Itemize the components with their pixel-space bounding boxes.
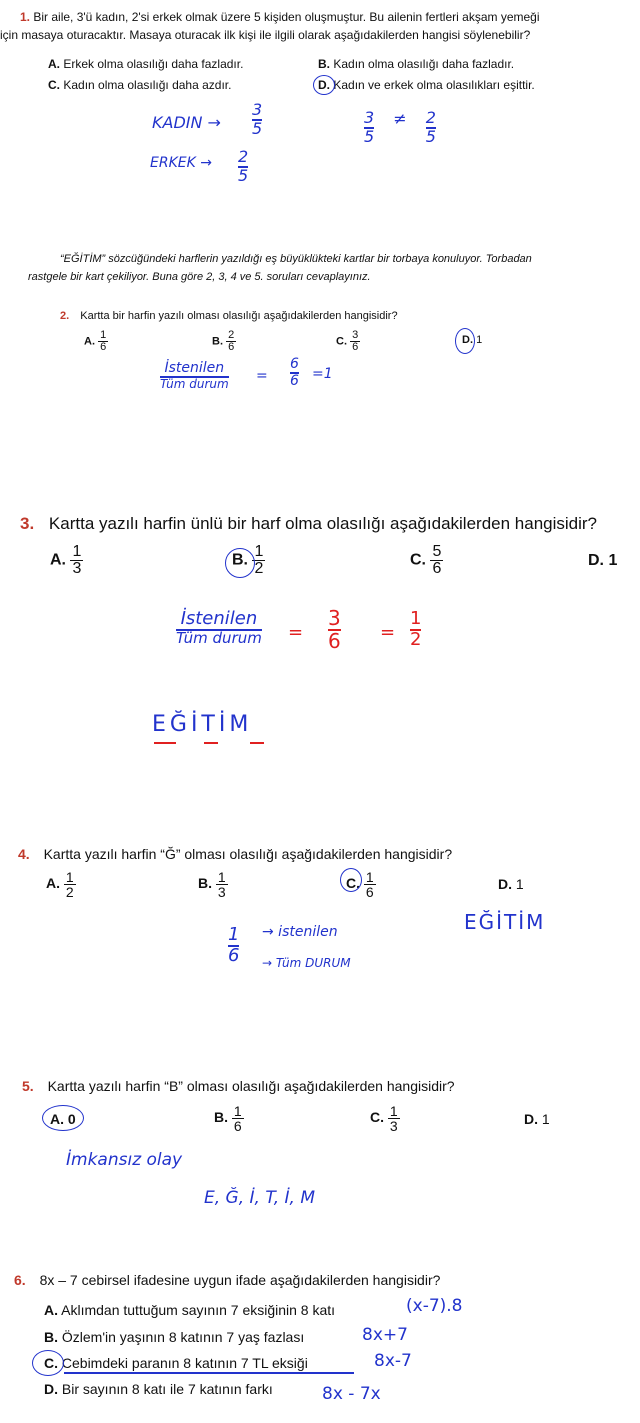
q5-question: [22, 1078, 455, 1094]
option-value: 1: [476, 334, 483, 346]
option-letter: D.: [462, 334, 473, 346]
q2-number: 2.: [60, 310, 70, 322]
q1-option-d[interactable]: [318, 78, 535, 92]
frac-num: 3: [352, 329, 359, 341]
q6-hand-a: (x-7).8: [406, 1296, 463, 1316]
q3-hand-eq: =: [288, 622, 304, 643]
q6-option-d[interactable]: [44, 1381, 273, 1397]
frac-num: 2: [228, 329, 235, 341]
hand-den: 5: [238, 165, 249, 185]
frac-num: 1: [365, 869, 374, 885]
answer-circle: [455, 328, 475, 354]
frac-den: 3: [389, 1118, 398, 1134]
option-letter: A.: [48, 57, 60, 71]
q2-hand-eq: =: [256, 368, 268, 384]
hand-den: 6: [290, 372, 299, 389]
q3-hand-word: EĞİTİM: [152, 712, 253, 737]
q5-hand-letters: E, Ğ, İ, T, İ, M: [204, 1188, 316, 1208]
hand-den: 6: [328, 629, 341, 653]
hand-num: 1: [410, 608, 422, 629]
hand-den: 2: [410, 628, 422, 650]
frac-den: 3: [72, 560, 82, 577]
q2-option-c[interactable]: [336, 330, 360, 353]
intro-line1: “EĞİTİM” sözcüğündeki harflerin yazıldığı eş büyüklükteki kartlar bir torbaya konuluyor. Torbadan: [60, 253, 532, 265]
option-letter: A.: [50, 1111, 64, 1127]
frac-num: 5: [432, 543, 442, 560]
frac-num: 1: [254, 543, 264, 560]
underline-mark: [64, 1372, 354, 1374]
q2-option-b[interactable]: [212, 330, 236, 353]
option-text: Kadın ve erkek olma olasılıkları eşittir.: [333, 78, 535, 92]
answer-circle: [225, 548, 255, 578]
q3-hand-result: [328, 606, 341, 652]
q6-hand-d: 8x - 7x: [322, 1384, 381, 1404]
frac-num: 1: [72, 543, 82, 560]
q6-question: [14, 1272, 440, 1288]
option-letter: A.: [84, 335, 95, 348]
frac-den: 6: [352, 341, 359, 353]
option-letter: C.: [44, 1355, 58, 1371]
hand-compare: [364, 108, 436, 146]
q2-hand-result: [290, 356, 299, 388]
q5-option-c[interactable]: [370, 1104, 400, 1133]
option-letter: D.: [498, 876, 512, 892]
hand-den: 5: [252, 118, 263, 138]
hand-num: 3: [328, 606, 341, 630]
frac-num: 1: [217, 869, 226, 885]
option-letter: B.: [214, 1109, 228, 1126]
option-text: Kadın olma olasılığı daha azdır.: [63, 78, 232, 92]
q3-hand-simplified: [410, 608, 421, 650]
q1-line1: [20, 10, 540, 24]
hand-erkek: ERKEK →: [150, 155, 212, 171]
q5-hand-note: İmkansız olay: [66, 1150, 183, 1170]
q4-question: [18, 846, 452, 862]
answer-circle: [340, 868, 362, 892]
hand-num: 2: [425, 108, 436, 127]
frac-den: 2: [65, 884, 74, 900]
q1-option-a[interactable]: [48, 57, 243, 71]
frac-num: 1: [65, 869, 74, 885]
q3-question: [20, 514, 597, 534]
answer-circle: [313, 75, 335, 95]
option-letter: C.: [410, 551, 426, 569]
option-text: Özlem'in yaşının 8 katının 7 yaş fazlası: [61, 1329, 305, 1345]
q4-hand-frac: [228, 924, 239, 966]
q4-option-d[interactable]: [498, 876, 524, 892]
option-letter: C.: [336, 335, 347, 348]
option-text: Aklımdan tuttuğum sayının 7 eksiğinin 8 katı: [61, 1302, 336, 1318]
underline-mark: [204, 742, 218, 744]
hand-kadin: KADIN →: [152, 113, 221, 132]
option-letter: C.: [48, 78, 60, 92]
frac-den: 6: [228, 341, 235, 353]
q3-text: Kartta yazılı harfin ünlü bir harf olma olasılığı aşağıdakilerden hangisidir?: [48, 514, 597, 533]
hand-num: İstenilen: [164, 360, 225, 376]
hand-den: 5: [425, 126, 436, 146]
hand-num: 1: [228, 924, 240, 945]
frac-den: 2: [254, 560, 264, 577]
answer-circle: [32, 1350, 64, 1376]
q5-option-b[interactable]: [214, 1104, 244, 1133]
option-letter: C.: [346, 875, 360, 892]
q6-hand-c: 8x-7: [374, 1351, 412, 1371]
option-value: 0: [67, 1111, 76, 1127]
hand-erkek-frac: [238, 147, 248, 185]
hand-num: 2: [238, 147, 249, 166]
option-letter: B.: [44, 1329, 58, 1345]
hand-den: 5: [364, 126, 375, 146]
q2-hand-work: [160, 360, 229, 390]
option-letter: D.: [524, 1111, 538, 1127]
frac-num: 1: [100, 329, 107, 341]
hand-num: 3: [364, 108, 375, 127]
option-text: Kadın olma olasılığı daha fazladır.: [333, 57, 515, 71]
q1-text-2: için masaya oturacaktır. Masaya oturacak ilk kişi ile ilgili olarak aşağıdakilerden hangisi söylenebilir?: [0, 28, 531, 42]
q1-option-c[interactable]: [48, 78, 231, 92]
hand-den: 6: [228, 944, 240, 966]
q4-option-a[interactable]: [46, 870, 76, 899]
q2-text: Kartta bir harfin yazılı olması olasılığı aşağıdakilerden hangisidir?: [80, 310, 398, 322]
hand-num: 3: [252, 100, 263, 119]
q5-option-d[interactable]: [524, 1111, 550, 1127]
hand-num: İstenilen: [180, 608, 258, 629]
q2-question: [60, 310, 398, 322]
q4-number: 4.: [18, 846, 30, 862]
q3-option-c[interactable]: [410, 544, 443, 577]
option-value: 1: [541, 1111, 550, 1127]
frac-den: 6: [365, 884, 374, 900]
hand-den: Tüm durum: [160, 376, 229, 391]
q4-option-b[interactable]: [198, 870, 228, 899]
q3-number: 3.: [20, 514, 35, 533]
option-letter: B.: [198, 875, 212, 892]
option-letter: A.: [44, 1302, 58, 1318]
q6-option-b[interactable]: [44, 1329, 304, 1345]
option-letter: D.: [588, 552, 604, 569]
option-letter: A.: [46, 875, 60, 892]
q2-hand-one: =1: [312, 366, 333, 382]
q6-number: 6.: [14, 1272, 26, 1288]
q6-hand-b: 8x+7: [362, 1325, 408, 1345]
q5-number: 5.: [22, 1078, 34, 1094]
option-letter: B.: [232, 551, 248, 569]
option-letter: A.: [50, 551, 66, 569]
hand-num: 6: [290, 356, 299, 372]
q2-option-a[interactable]: [84, 330, 108, 353]
underline-mark: [250, 742, 264, 744]
q6-option-a[interactable]: [44, 1302, 335, 1318]
q4-hand-word: EĞİTİM: [464, 910, 546, 934]
option-letter: B.: [212, 335, 223, 348]
q4-text: Kartta yazılı harfin “Ğ” olması olasılığı aşağıdakilerden hangisidir?: [43, 846, 453, 862]
q1-option-b[interactable]: [318, 57, 514, 71]
frac-den: 6: [432, 560, 442, 577]
answer-circle: [42, 1105, 84, 1131]
option-value: 1: [515, 876, 524, 892]
q3-option-a[interactable]: [50, 544, 83, 577]
hand-den: Tüm durum: [176, 628, 262, 647]
option-value: 1: [608, 552, 618, 569]
frac-den: 3: [217, 884, 226, 900]
option-text: Cebimdeki paranın 8 katının 7 TL eksiği: [61, 1355, 308, 1371]
frac-num: 1: [233, 1103, 242, 1119]
q4-hand-bottom: → Tüm DURUM: [262, 956, 351, 970]
option-letter: B.: [318, 57, 330, 71]
frac-den: 6: [100, 341, 107, 353]
q3-hand-work: [176, 608, 262, 647]
frac-num: 1: [389, 1103, 398, 1119]
q3-hand-eq2: =: [380, 622, 396, 643]
q6-option-c[interactable]: [44, 1355, 308, 1371]
q1-number: 1.: [20, 10, 31, 24]
hand-kadin-frac: [252, 100, 262, 138]
q6-text: 8x – 7 cebirsel ifadesine uygun ifade aşağıdakilerden hangisidir?: [39, 1272, 441, 1288]
option-text: Erkek olma olasılığı daha fazladır.: [63, 57, 244, 71]
option-text: Bir sayının 8 katı ile 7 katının farkı: [61, 1381, 273, 1397]
underline-mark: [154, 742, 176, 744]
option-letter: C.: [370, 1109, 384, 1126]
frac-den: 6: [233, 1118, 242, 1134]
intro-line2: rastgele bir kart çekiliyor. Buna göre 2, 3, 4 ve 5. soruları cevaplayınız.: [28, 271, 371, 283]
q4-hand-top: → istenilen: [262, 924, 338, 940]
q3-option-d[interactable]: [588, 552, 617, 570]
hand-sign: ≠: [393, 109, 407, 128]
option-letter: D.: [44, 1381, 58, 1397]
q5-text: Kartta yazılı harfin “B” olması olasılığı aşağıdakilerden hangisidir?: [47, 1078, 455, 1094]
q1-text-1: Bir aile, 3'ü kadın, 2'si erkek olmak üzere 5 kişiden oluşmuştur. Bu ailenin fertleri akşam yemeği: [33, 10, 540, 24]
option-letter: D.: [318, 78, 330, 92]
